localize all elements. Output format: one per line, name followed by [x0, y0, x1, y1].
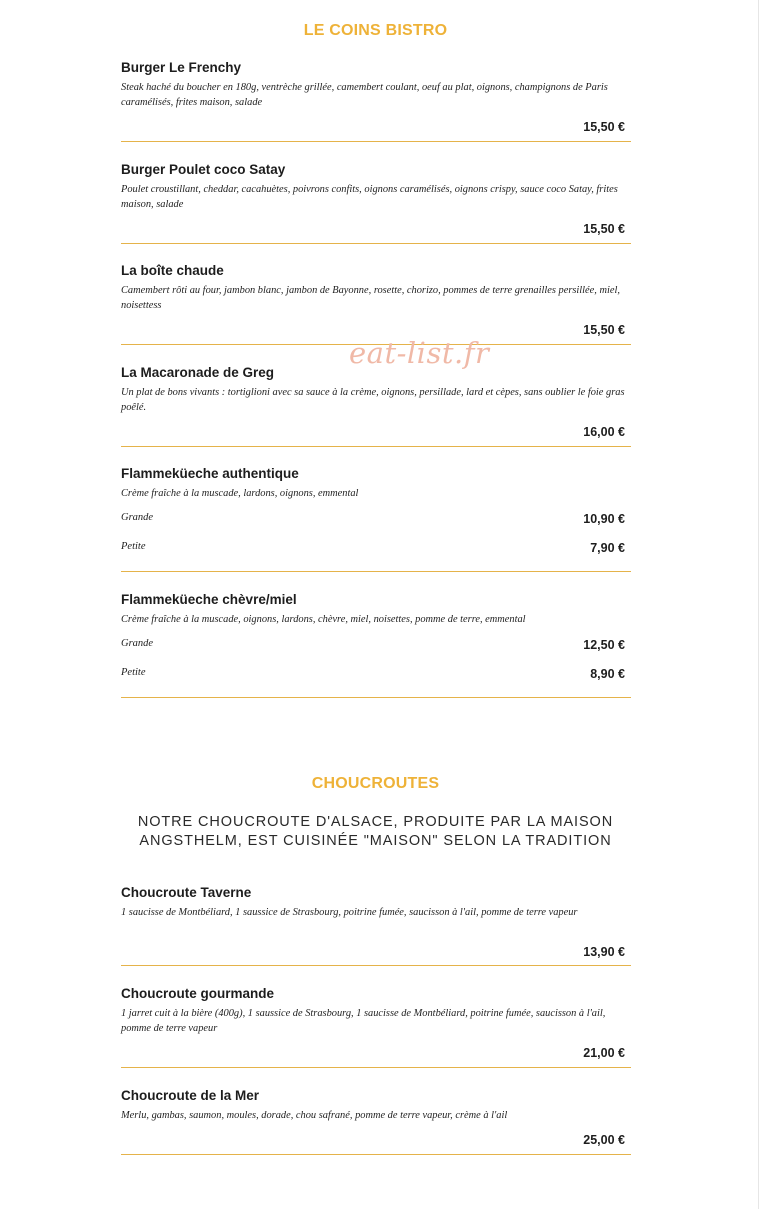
item-name: Choucroute de la Mer: [121, 1088, 260, 1103]
menu-item-boite-chaude: [121, 263, 631, 345]
item-description: Merlu, gambas, saumon, moules, dorade, chou safrané, pomme de terre vapeur, crème à l'ail: [121, 1110, 508, 1121]
size-label-petite: Petite: [121, 667, 146, 678]
item-name: Burger Le Frenchy: [121, 60, 242, 75]
intro-line-2: ANGSTHELM, EST CUISINÉE "MAISON" SELON LA TRADITION: [139, 833, 612, 849]
item-name: Flammeküeche chèvre/miel: [121, 592, 297, 607]
item-price: 16,00 €: [583, 425, 625, 439]
menu-item-choucroute-gourmande: [121, 986, 631, 1068]
item-description: Crème fraîche à la muscade, oignons, lardons, chèvre, miel, noisettes, pomme de terre, emmental: [121, 614, 526, 625]
item-price: 15,50 €: [583, 222, 625, 236]
size-label-grande: Grande: [121, 638, 154, 649]
item-price: 13,90 €: [583, 945, 625, 959]
item-description: Steak haché du boucher en 180g, ventrèche grillée, camembert coulant, oeuf au plat, oignons, champignons de Paris caramélisés, frites maison, salade: [121, 82, 608, 108]
size-price-grande: 12,50 €: [583, 638, 625, 652]
size-price-petite: 8,90 €: [590, 667, 625, 681]
item-price: 15,50 €: [583, 120, 625, 134]
menu-item-burger-frenchy: [121, 60, 631, 142]
menu-item-macaronade: [121, 365, 631, 447]
menu-item-flammekueche-authentique: [121, 466, 631, 572]
size-label-petite: Petite: [121, 541, 146, 552]
item-description: 1 saucisse de Montbéliard, 1 saussice de Strasbourg, poitrine fumée, saucisson à l'ail, pomme de terre vapeur: [121, 907, 578, 918]
item-name: Choucroute Taverne: [121, 885, 252, 900]
item-name: La Macaronade de Greg: [121, 365, 275, 380]
item-description: Un plat de bons vivants : tortiglioni avec sa sauce à la crème, oignons, persillade, lard et cèpes, sans oublier le foie gras poêlé.: [121, 387, 625, 413]
item-description: Poulet croustillant, cheddar, cacahuètes, poivrons confits, oignons caramélisés, oignons crispy, sauce coco Satay, frites maison, salade: [121, 184, 618, 210]
item-price: 25,00 €: [583, 1133, 625, 1147]
item-name: La boîte chaude: [121, 263, 224, 278]
menu-item-choucroute-mer: [121, 1088, 631, 1155]
item-name: Burger Poulet coco Satay: [121, 162, 286, 177]
section-intro: [0, 813, 751, 851]
item-price: 15,50 €: [583, 323, 625, 337]
section-title-choucroutes: CHOUCROUTES: [311, 775, 440, 792]
item-description: Crème fraîche à la muscade, lardons, oignons, emmental: [121, 488, 359, 499]
size-label-grande: Grande: [121, 512, 154, 523]
menu-item-choucroute-taverne: [121, 885, 631, 966]
item-name: Choucroute gourmande: [121, 986, 275, 1001]
menu-item-flammekueche-chevre-miel: [121, 592, 631, 698]
intro-line-1: NOTRE CHOUCROUTE D'ALSACE, PRODUITE PAR LA MAISON: [137, 814, 614, 830]
item-description: Camembert rôti au four, jambon blanc, jambon de Bayonne, rosette, chorizo, pommes de terre grenailles persillée, miel, noisettess: [121, 285, 620, 311]
item-description: 1 jarret cuit à la bière (400g), 1 saussice de Strasbourg, 1 saucisse de Montbéliard, poitrine fumée, saucisson à l'ail, pomme de terre vapeur: [121, 1008, 606, 1034]
size-price-petite: 7,90 €: [590, 541, 625, 555]
size-price-grande: 10,90 €: [583, 512, 625, 526]
menu-item-burger-poulet: [121, 162, 631, 244]
item-price: 21,00 €: [583, 1046, 625, 1060]
item-name: Flammeküeche authentique: [121, 466, 299, 481]
watermark-logo: eat-list.fr: [349, 336, 490, 370]
section-title-bistro: LE COINS BISTRO: [303, 22, 448, 39]
